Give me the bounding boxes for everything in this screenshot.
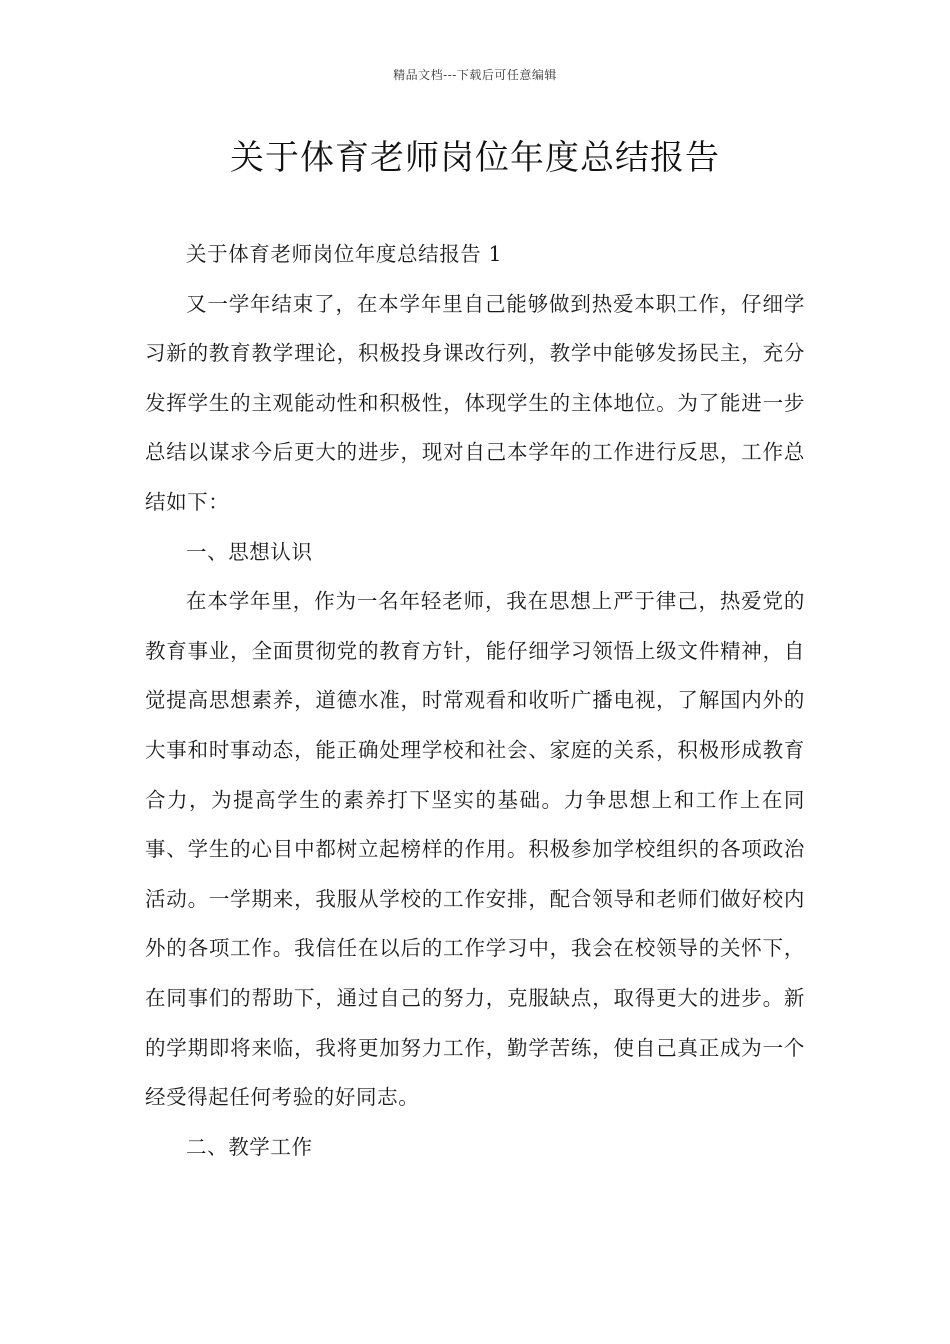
paragraph-intro: 又一学年结束了，在本学年里自己能够做到热爱本职工作，仔细学习新的教育教学理论，积极投身课改行列，教学中能够发扬民主，充分发挥学生的主观能动性和积极性，体现学生的主体地位。为了能进一步总结以谋求今后更大的进步，现对自己本学年的工作进行反思，工作总结如下： [145, 291, 805, 514]
document-title: 关于体育老师岗位年度总结报告 [230, 138, 720, 178]
paragraph-thought: 在本学年里，作为一名年轻老师，我在思想上严于律己，热爱党的教育事业，全面贯彻党的教育方针，能仔细学习领悟上级文件精神，自觉提高思想素养，道德水准，时常观看和收听广播电视，了解国内外的大事和时事动态，能正确处理学校和社会、家庭的关系，积极形成教育合力，为提高学生的素养打下坚实的基础。力争思想上和工作上在同事、学生的心目中都树立起榜样的作用。积极参加学校组织的各项政治活动。一学期来，我服从学校的工作安排，配合领导和老师们做好校内外的各项工作。我信任在以后的工作学习中，我会在校领导的关怀下，在同事们的帮助下，通过自己的努力，克服缺点，取得更大的进步。新的学期即将来临，我将更加努力工作，勤学苦练，使自己真正成为一个经受得起任何考验的好同志。 [145, 589, 805, 1110]
document-body [145, 230, 805, 1172]
section-heading-teaching: 二、教学工作 [186, 1134, 313, 1159]
section-heading-thought: 一、思想认识 [186, 539, 313, 564]
page-header: 精品文档---下载后可任意编辑 [393, 68, 557, 82]
section-subtitle: 关于体育老师岗位年度总结报告 1 [186, 242, 503, 266]
